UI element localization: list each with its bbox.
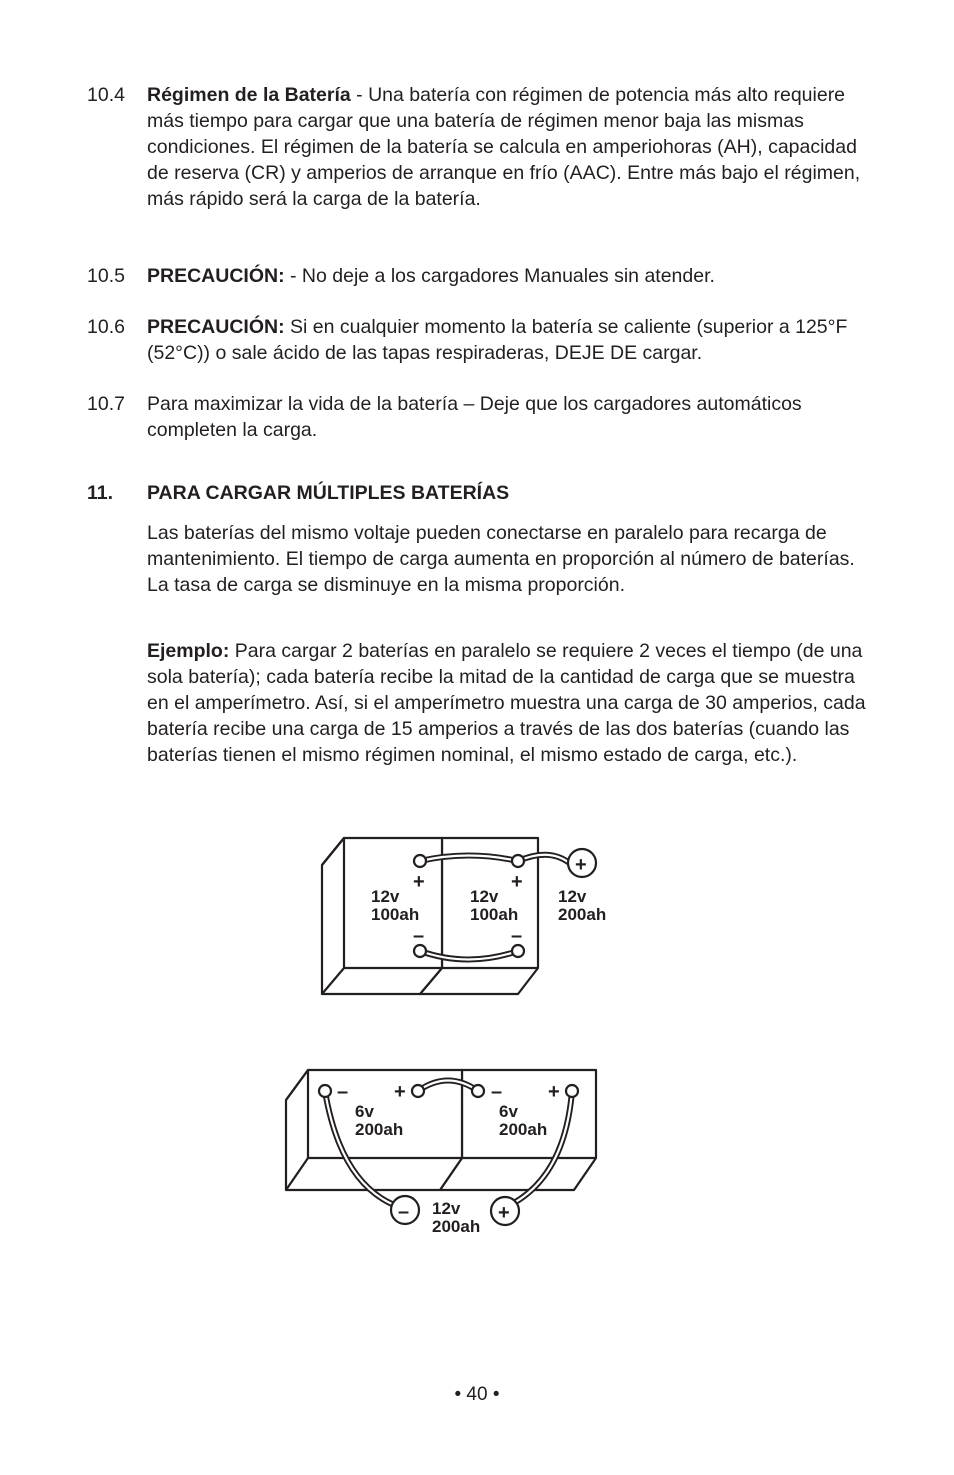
item-number: 10.6 [87, 316, 125, 338]
terminal-sign: – [511, 925, 523, 947]
result-capacity: 200ah [432, 1217, 481, 1236]
page-number: • 40 • [454, 1384, 500, 1405]
example-label: Ejemplo: [147, 640, 230, 662]
battery-voltage: 6v [355, 1102, 374, 1121]
battery-capacity: 200ah [355, 1120, 404, 1139]
battery-voltage: 12v [470, 887, 499, 906]
battery-voltage: 12v [371, 887, 400, 906]
terminal-sign: + [413, 871, 425, 893]
terminal-sign: – [337, 1081, 349, 1103]
item-text: - Una batería con régimen de potencia más alto requiere más tiempo para cargar que una batería de régimen menor baja las mismas condiciones. El régimen de la batería se calcula en amperiohoras (AH), capacidad de reserva (CR) y amperios de arranque en frío (AAC). Entre más bajo el régimen, más rápido será la carga de la batería. [147, 84, 861, 210]
item-number: 10.5 [87, 265, 125, 287]
terminal-sign: + [498, 1202, 510, 1224]
section-number: 11. [87, 482, 114, 504]
terminal-post [319, 1085, 331, 1097]
terminal-post [566, 1085, 578, 1097]
terminal-sign: + [511, 871, 523, 893]
item-text: Si en cualquier momento la batería se caliente (superior a 125°F (52°C)) o sale ácido de las tapas respiraderas, DEJE DE cargar. [147, 316, 848, 364]
item-bold-label: PRECAUCIÓN: [147, 265, 285, 287]
result-capacity: 200ah [558, 905, 607, 924]
battery-capacity: 100ah [470, 905, 519, 924]
battery-capacity: 100ah [371, 905, 420, 924]
terminal-sign: – [413, 925, 425, 947]
item-number: 10.4 [87, 84, 125, 106]
terminal-post [512, 855, 524, 867]
terminal-post [412, 1085, 424, 1097]
item-bold-label: Régimen de la Batería [147, 84, 351, 106]
battery-voltage: 6v [499, 1102, 518, 1121]
paragraph-parallel: Las baterías del mismo voltaje pueden conectarse en paralelo para recarga de mantenimiento. El tiempo de carga aumenta en proporción al número de baterías. La tasa de carga se disminuye en la misma proporción. [147, 522, 855, 596]
item-bold-label: PRECAUCIÓN: [147, 316, 285, 338]
battery-capacity: 200ah [499, 1120, 548, 1139]
terminal-sign: + [575, 854, 587, 876]
terminal-sign: + [394, 1081, 406, 1103]
series-battery-diagram [286, 1070, 596, 1236]
terminal-post [414, 855, 426, 867]
terminal-sign: – [491, 1081, 503, 1103]
result-voltage: 12v [558, 887, 587, 906]
terminal-sign: + [548, 1081, 560, 1103]
item-text: - No deje a los cargadores Manuales sin atender. [284, 265, 715, 287]
result-voltage: 12v [432, 1199, 461, 1218]
section-title: PARA CARGAR MÚLTIPLES BATERÍAS [147, 482, 510, 504]
example-text: Para cargar 2 baterías en paralelo se requiere 2 veces el tiempo (de una sola batería); cada batería recibe la mitad de la cantidad de carga que se muestra en el amperímetro. Así, si el amperímetro muestra una carga de 30 amperios, cada batería recibe una carga de 15 amperios a través de las dos baterías (cuando las baterías tienen el mismo régimen nominal, el mismo estado de carga, etc.). [147, 640, 866, 766]
terminal-post [472, 1085, 484, 1097]
item-number: 10.7 [87, 393, 125, 415]
item-text: Para maximizar la vida de la batería – Deje que los cargadores automáticos completen la carga. [147, 393, 802, 441]
terminal-sign: – [398, 1201, 410, 1223]
